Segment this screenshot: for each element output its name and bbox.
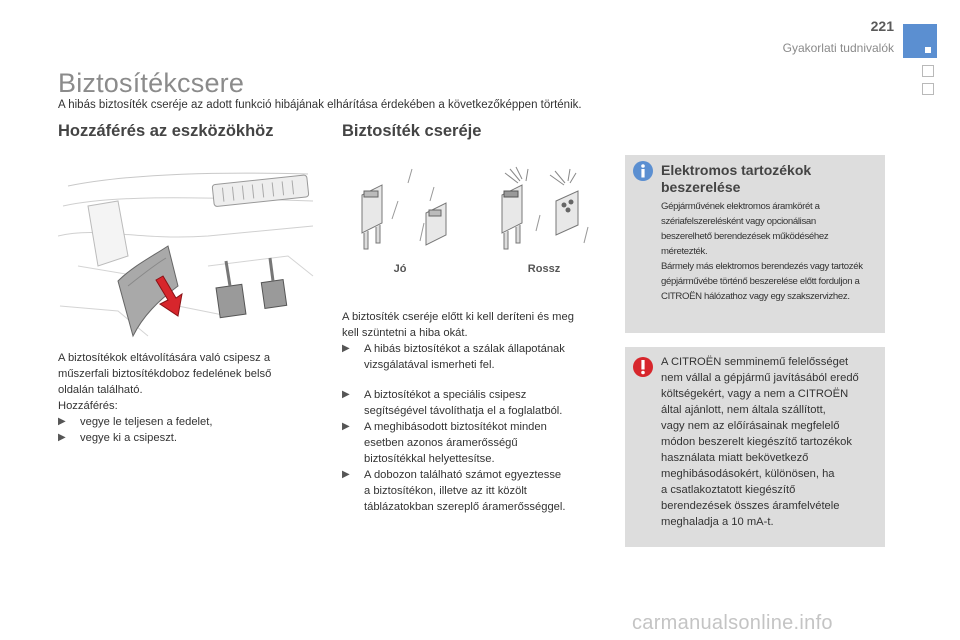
text-line: műszerfali biztosítékdoboz fedelének belső (58, 368, 272, 380)
fuse-comparison-illustration (350, 165, 600, 260)
label-bad: Rossz (527, 263, 561, 275)
text-line: A biztosíték cseréje előtt ki kell deríteni és meg (342, 311, 574, 323)
good-fuse-drawing (362, 169, 446, 249)
bullet-item: ▶ A hibás biztosítékot a szálak állapotának vizsgálatával ismerheti fel. (342, 343, 565, 371)
section-tab (922, 65, 934, 77)
info-text: Gépjárművének elektromos áramkörét a szériafelszerelésként vagy opcionálisan beszerelhető berendezések működéséhez méretezték. Bármely más elektromos berendezés vagy tartozék gépjárművébe történő beszerelése előtt forduljon a CITROËN hálózathoz vagy egy szakszervizhez. (661, 201, 863, 302)
middle-paragraph (342, 309, 612, 515)
text-line: A biztosítékok eltávolítására való csipesz a (58, 352, 271, 364)
text-line: Hozzáférés: (58, 400, 118, 412)
section-name: Gyakorlati tudnivalók (782, 41, 894, 55)
arrow-bullet-icon: ▶ (58, 416, 66, 427)
watermark: carmanualsonline.info (632, 612, 833, 634)
arrow-bullet-icon: ▶ (58, 432, 66, 443)
arrow-bullet-icon: ▶ (342, 469, 350, 480)
bullet-item: ▶ A biztosítékot a speciális csipesz segítségével távolíthatja el a foglalatból. (342, 389, 563, 417)
bullet-item: ▶ A meghibásodott biztosítékot minden esetben azonos áramerősségű biztosítékkal helyettesítse. (342, 421, 547, 465)
fusebox-illustration (58, 166, 318, 341)
info-icon (632, 160, 654, 182)
page-number: 221 (870, 18, 894, 34)
bad-fuse-drawing (502, 167, 588, 249)
text-line: oldalán található. (58, 384, 143, 396)
arrow-bullet-icon: ▶ (342, 343, 350, 354)
page-title: Biztosítékcsere (58, 68, 245, 98)
label-good: Jó (393, 263, 407, 275)
arrow-bullet-icon: ▶ (342, 389, 350, 400)
text-line: kell szüntetni a hiba okát. (342, 327, 468, 339)
warning-text: A CITROËN semminemű felelősséget nem vállal a gépjármű javításából eredő költségekért, vagy a nem a CITROËN által ajánlott, nem általa szállított, vagy nem az előírásainak megfelelő módon beszerelt kiegészítő tartozékok használata miatt bekövetkező meghibásodásokért, különösen, ha a csatlakoztatott kiegészítő berendezések összes áramfelvétele meghaladja a 10 mA-t. (661, 356, 859, 528)
intro-text: A hibás biztosíték cseréje az adott funkció hibájának elhárítása érdekében a következőképpen történik. (58, 99, 582, 111)
arrow-bullet-icon: ▶ (342, 421, 350, 432)
info-title: Elektromos tartozékok beszerelése (661, 162, 812, 195)
warning-icon (632, 356, 654, 378)
left-paragraph (58, 350, 318, 446)
bullet-item: ▶ A dobozon található számot egyeztesse a biztosítékon, illetve az itt közölt táblázatokban szereplő áramerősséggel. (342, 469, 566, 513)
middle-heading: Biztosíték cseréje (342, 122, 482, 140)
bullet-item: ▶ vegye ki a csipeszt. (58, 432, 178, 444)
section-tab-active (903, 24, 937, 58)
section-tab (922, 83, 934, 95)
left-heading: Hozzáférés az eszközökhöz (58, 122, 274, 140)
bullet-item: ▶ vegye le teljesen a fedelet, (58, 416, 213, 428)
